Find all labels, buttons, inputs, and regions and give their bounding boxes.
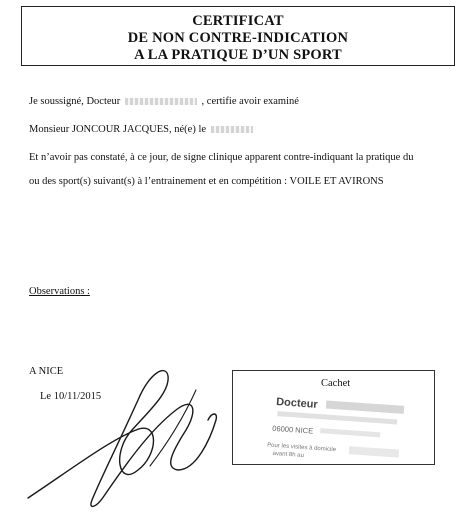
- title-line-3: A LA PRATIQUE D’UN SPORT: [134, 47, 342, 63]
- declaration-line-1: Et n’avoir pas constaté, à ce jour, de signe clinique apparent contre-indiquant la pratique du: [29, 152, 414, 163]
- place-text: A NICE: [29, 366, 64, 377]
- born-label: , né(e) le: [169, 124, 207, 135]
- patient-name: JONCOUR JACQUES: [71, 124, 170, 135]
- date-text: Le 10/11/2015: [40, 391, 102, 402]
- doctor-line-suffix: , certifie avoir examiné: [201, 96, 299, 107]
- patient-label: Monsieur: [29, 124, 70, 135]
- doctor-line-prefix: Je soussigné, Docteur: [29, 96, 121, 107]
- observations-label: Observations :: [29, 286, 90, 297]
- stamp-city: 06000 NICE: [272, 423, 314, 436]
- stamp-note-1: Pour les visites à domicile: [266, 442, 337, 454]
- title-line-1: CERTIFICAT: [192, 13, 284, 29]
- title-line-2: DE NON CONTRE-INDICATION: [127, 30, 349, 46]
- declaration-line-2: ou des sport(s) suivant(s) à l’entrainement et en compétition : VOILE ET AVIRONS: [29, 176, 384, 187]
- stamp-doctor: Docteur: [275, 396, 319, 411]
- cachet-label: Cachet: [321, 378, 351, 389]
- stamp-note-2: avant 8h au: [272, 450, 305, 460]
